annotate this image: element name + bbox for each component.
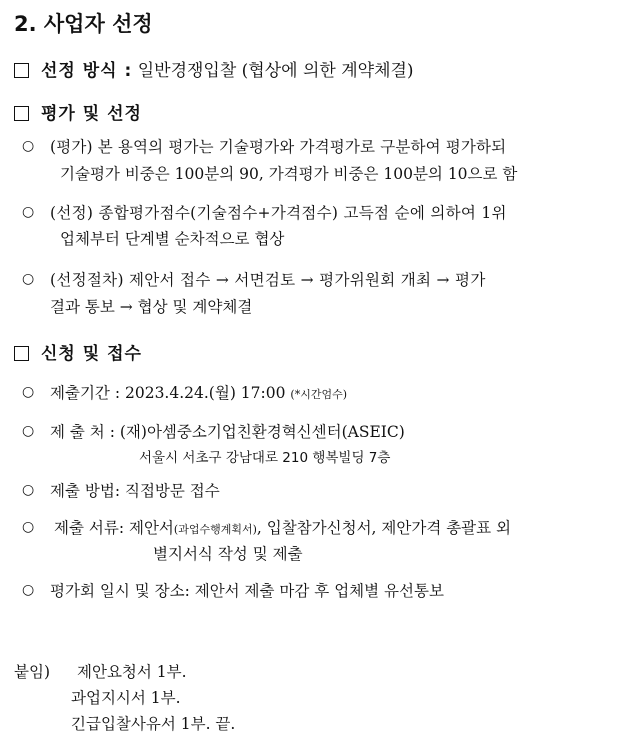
submission-docs-label: 제출 서류: [54, 519, 125, 537]
circle-bullet-icon: ○ [22, 384, 35, 400]
circle-bullet-icon: ○ [22, 204, 35, 220]
evaluation-item-1-line2: 기술평가 비중은 100분의 90, 가격평가 비중은 100분의 10으로 함 [60, 165, 518, 183]
attachment-item-1: 제안요청서 1부. [77, 663, 187, 681]
deadline-value: 2023.4.24.(월) 17:00 [124, 384, 286, 402]
deadline-note: (*시간엄수) [290, 388, 347, 401]
evaluation-section-title: 평가 및 선정 [41, 104, 142, 124]
attachments-label: 붙임) [14, 663, 50, 681]
selection-method-value: 일반경쟁입찰 (협상에 의한 계약체결) [137, 61, 414, 81]
selection-method-label: 선정 방식 : [41, 61, 133, 81]
square-bullet-icon [14, 346, 29, 361]
square-bullet-icon [14, 106, 29, 121]
submission-address: 서울시 서초구 강남대로 210 행복빌딩 7층 [139, 450, 391, 466]
square-bullet-icon [14, 63, 29, 78]
submission-place-label: 제 출 처 : [50, 423, 115, 441]
evaluation-item-3-line2: 결과 통보 → 협상 및 계약체결 [50, 298, 253, 316]
submission-docs-line2: 별지서식 작성 및 제출 [153, 545, 303, 563]
circle-bullet-icon: ○ [22, 423, 35, 439]
submission-docs-first: 제안서 [128, 519, 174, 537]
deadline-row [50, 381, 347, 403]
deadline-label: 제출기간 : [50, 384, 121, 402]
evaluation-item-3-line1: (선정절차) 제안서 접수 → 서면검토 → 평가위원회 개최 → 평가 [50, 271, 486, 289]
submission-place-row [50, 420, 405, 442]
submission-docs-first-note: (과업수행계획서) [173, 523, 257, 536]
circle-bullet-icon: ○ [22, 582, 35, 598]
evaluation-notice: 평가회 일시 및 장소: 제안서 제출 마감 후 업체별 유선통보 [50, 582, 444, 600]
circle-bullet-icon: ○ [22, 519, 35, 535]
evaluation-section-title-row [14, 99, 142, 124]
submission-method: 제출 방법: 직접방문 접수 [50, 482, 220, 500]
evaluation-item-2-line1: (선정) 종합평가점수(기술점수+가격점수) 고득점 순에 의하여 1위 [50, 204, 507, 222]
circle-bullet-icon: ○ [22, 482, 35, 498]
application-section-title: 신청 및 접수 [41, 344, 142, 364]
attachment-item-2: 과업지시서 1부. [71, 689, 181, 707]
attachment-item-3: 긴급입찰사유서 1부. 끝. [71, 715, 236, 733]
evaluation-item-1-line1: (평가) 본 용역의 평가는 기술평가와 가격평가로 구분하여 평가하되 [50, 138, 507, 156]
section-heading: 2. 사업자 선정 [14, 12, 153, 36]
evaluation-item-2-line2: 업체부터 단계별 순차적으로 협상 [60, 230, 285, 248]
selection-method-row [14, 56, 414, 81]
submission-docs-rest: , 입찰참가신청서, 제안가격 총괄표 외 [256, 519, 512, 537]
circle-bullet-icon: ○ [22, 271, 35, 287]
application-section-title-row [14, 339, 142, 364]
submission-docs-row [54, 516, 511, 538]
circle-bullet-icon: ○ [22, 138, 35, 154]
submission-place-value: (재)아셈중소기업친환경혁신센터(ASEIC) [119, 423, 405, 441]
